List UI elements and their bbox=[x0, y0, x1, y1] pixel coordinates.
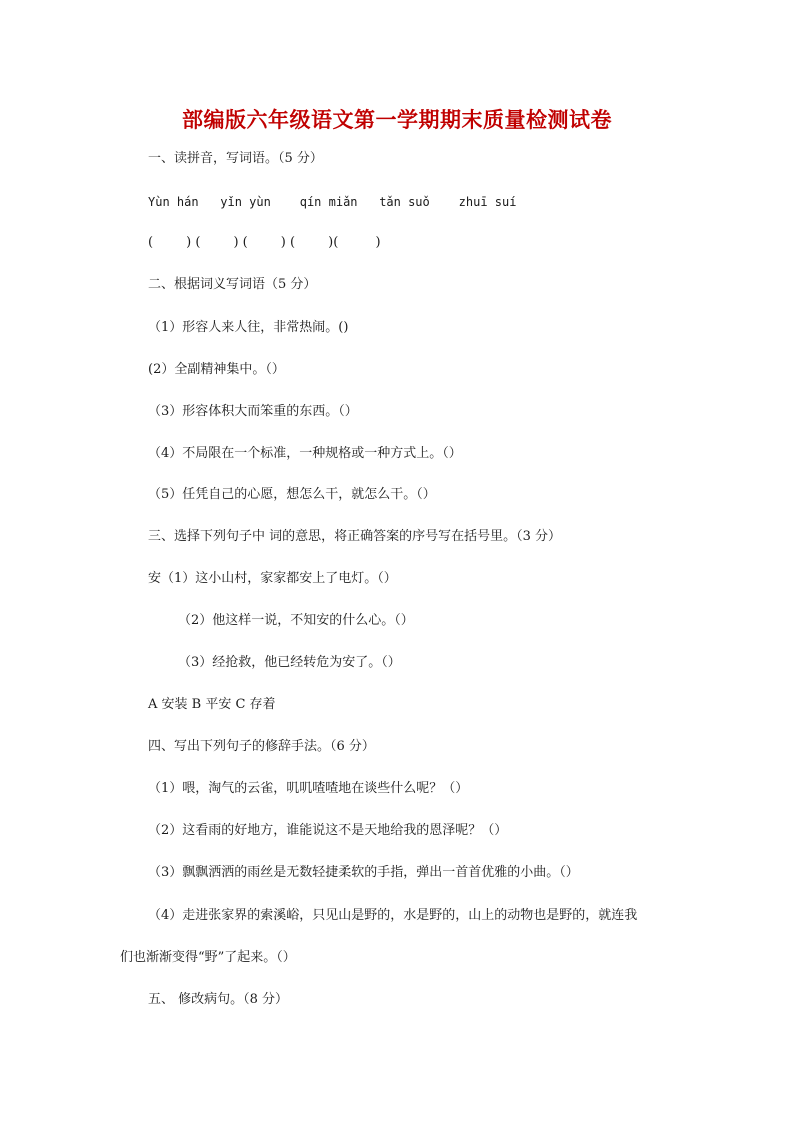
answer-options: A 安装 B 平安 C 存着 bbox=[148, 697, 276, 712]
section-5-heading: 五、 修改病句。（8 分） bbox=[148, 992, 289, 1007]
section-2-heading: 二、根据词义写词语（5 分） bbox=[148, 277, 317, 292]
question-item: （2）这看雨的好地方，谁能说这不是天地给我的恩泽呢？（） bbox=[148, 823, 508, 838]
question-item: （3）经抢救，他已经转危为安了。（） bbox=[178, 655, 401, 670]
pinyin-row: Yùn hán yǐn yùn qín miǎn tǎn suǒ zhuī suí bbox=[148, 195, 517, 209]
question-item: （1）喂，淘气的云雀，叽叽喳喳地在谈些什么呢？（） bbox=[148, 781, 469, 796]
section-4-heading: 四、写出下列句子的修辞手法。（6 分） bbox=[148, 739, 375, 754]
question-item: （4）不局限在一个标准，一种规格或一种方式上。（） bbox=[148, 446, 462, 461]
question-item: （4）走进张家界的索溪峪，只见山是野的，水是野的，山上的动物也是野的，就连我 bbox=[148, 908, 638, 923]
section-1-heading: 一、读拼音，写词语。（5 分） bbox=[148, 151, 323, 166]
question-item: （5）任凭自己的心愿，想怎么干，就怎么干。（） bbox=[148, 487, 436, 502]
answer-blanks: ( ) ( ) ( ) ( )( ) bbox=[148, 235, 381, 250]
section-3-heading: 三、选择下列句子中 词的意思，将正确答案的序号写在括号里。（3 分） bbox=[148, 529, 562, 544]
question-item: (2）全副精神集中。（） bbox=[148, 362, 285, 377]
question-item: （2）他这样一说，不知安的什么心。（） bbox=[178, 613, 414, 628]
question-item: 安（1）这小山村，家家都安上了电灯。（） bbox=[148, 571, 397, 586]
page-title: 部编版六年级语文第一学期期末质量检测试卷 bbox=[182, 107, 612, 132]
question-item: （3）飘飘洒洒的雨丝是无数轻捷柔软的手指，弹出一首首优雅的小曲。（） bbox=[148, 865, 579, 880]
question-item: （3）形容体积大而笨重的东西。（） bbox=[148, 404, 358, 419]
question-item: （1）形容人来人往，非常热闹。() bbox=[148, 320, 349, 335]
question-item-continued: 们也渐渐变得“野”了起来。（） bbox=[120, 950, 296, 965]
